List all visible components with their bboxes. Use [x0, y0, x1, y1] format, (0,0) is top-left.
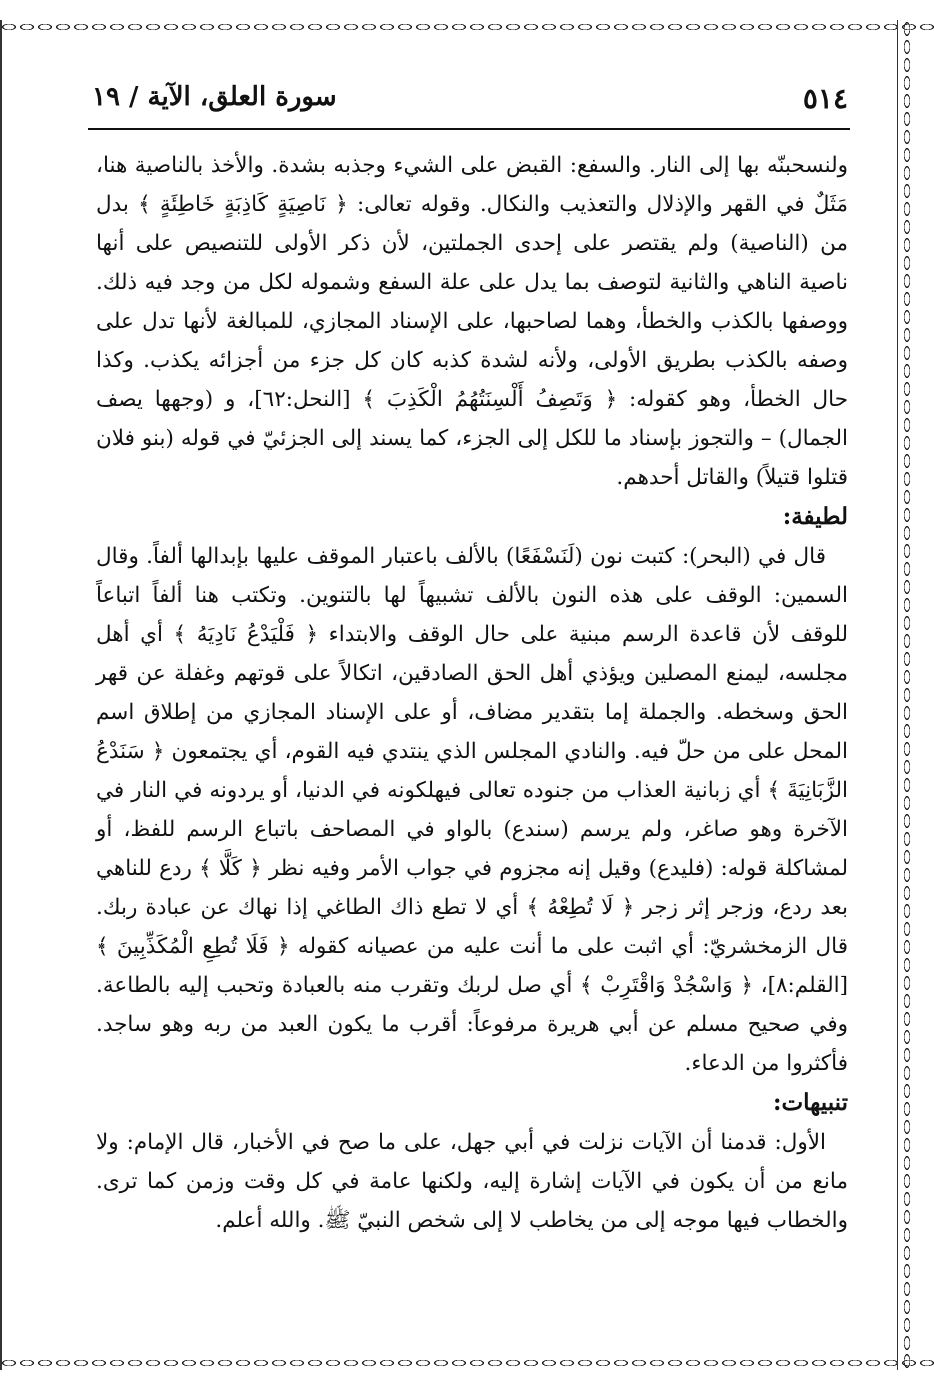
paragraph-commentary: ولنسحبنّه بها إلى النار. والسفع: القبض على الشيء وجذبه بشدة. والأخذ بالناصية هنا، مَثَلٌ في القهر والإذلال والتعذيب والنكال. وقوله تعالى: ﴿ نَاصِيَةٍ كَاذِبَةٍ خَاطِئَةٍ ﴾ بدل من (الناصية) ولم يقتصر على إحدى الجملتين، لأن ذكر الأولى للتنصيص على أنها ناصية الناهي والثانية لتوصف بما يدل على علة السفع وشموله لكل من وجد فيه ذلك. ووصفها بالكذب والخطأ، وهما لصاحبها، على الإسناد المجازي، للمبالغة لأنها تدل على وصفه بالكذب بطريق الأولى، ولأنه لشدة كذبه كان كل جزء من أجزائه يكذب. وكذا حال الخطأ، وهو كقوله: ﴿ وَتَصِفُ أَلْسِنَتُهُمُ الْكَذِبَ ﴾ [النحل:٦٢]، و (وجهها يصف الجمال) – والتجوز بإسناد ما للكل إلى الجزء، كما يسند إلى الجزئيّ في قوله (بنو فلان قتلوا قتيلاً) والقاتل أحدهم.: [96, 153, 848, 490]
ornamental-border-bottom: [0, 1356, 934, 1370]
header-rule: [88, 128, 850, 130]
page-number: ٥١٤: [802, 82, 848, 115]
border-rule-right: [897, 20, 898, 1370]
running-title: سورة العلق، الآية / ١٩: [92, 82, 337, 112]
ornamental-border-top: [0, 20, 934, 34]
section-heading-tanbihat: تنبيهات:: [773, 1089, 848, 1116]
paragraph-tanbihat: الأول: قدمنا أن الآيات نزلت في أبي جهل، على ما صح في الأخبار، قال الإمام: ولا مانع من أن يكون في الآيات إشارة إليه، ولكنها عامة في كل وقت وزمن كما ترى. والخطاب فيها موجه إلى من يخاطب لا إلى شخص النبيّ ﷺ. والله أعلم.: [96, 1130, 848, 1233]
paragraph-latifa: قال في (البحر): كتبت نون (لَنَسْفَعًا) بالألف باعتبار الموقف عليها بإبدالها ألفاً. وقال السمين: الوقف على هذه النون بالألف تشبيهاً لها بالتنوين. وتكتب هنا ألفاً اتباعاً للوقف لأن قاعدة الرسم مبنية على حال الوقف والابتداء ﴿ فَلْيَدْعُ نَادِيَهُ ﴾ أي أهل مجلسه، ليمنع المصلين ويؤذي أهل الحق الصادقين، اتكالاً على قوتهم وغفلة عن قهر الحق وسخطه. والجملة إما بتقدير مضاف، أو على الإسناد المجازي من إطلاق اسم المحل على من حلّ فيه. والنادي المجلس الذي ينتدي فيه القوم، أي يجتمعون ﴿ سَنَدْعُ الزَّبَانِيَةَ ﴾ أي زبانية العذاب من جنوده تعالى فيهلكونه في الدنيا، أو يردونه في النار في الآخرة وهو صاغر، ولم يرسم (سندع) بالواو في المصاحف باتباع الرسم للفظ، أو لمشاكلة قوله: (فليدع) وقيل إنه مجزوم في جواب الأمر وفيه نظر ﴿ كَلَّا ﴾ ردع للناهي بعد ردع، وزجر إثر زجر ﴿ لَا تُطِعْهُ ﴾ أي لا تطع ذاك الطاغي إذا نهاك عن عبادة ربك. قال الزمخشريّ: أي اثبت على ما أنت عليه من عصيانه كقوله ﴿ فَلَا تُطِعِ الْمُكَذِّبِينَ ﴾ [القلم:٨]، ﴿ وَاسْجُدْ وَاقْتَرِبْ ﴾ أي صل لربك وتقرب منه بالعبادة وتحبب إليه بالطاعة. وفي صحيح مسلم عن أبي هريرة مرفوعاً: أقرب ما يكون العبد من ربه وهو ساجد. فأكثروا من الدعاء.: [96, 544, 848, 1076]
section-heading-latifa: لطيفة:: [782, 503, 848, 530]
ornamental-border-right: [900, 20, 914, 1370]
border-rule-left: [0, 20, 2, 1370]
page-body: [96, 146, 848, 1240]
page-header: [92, 82, 848, 122]
